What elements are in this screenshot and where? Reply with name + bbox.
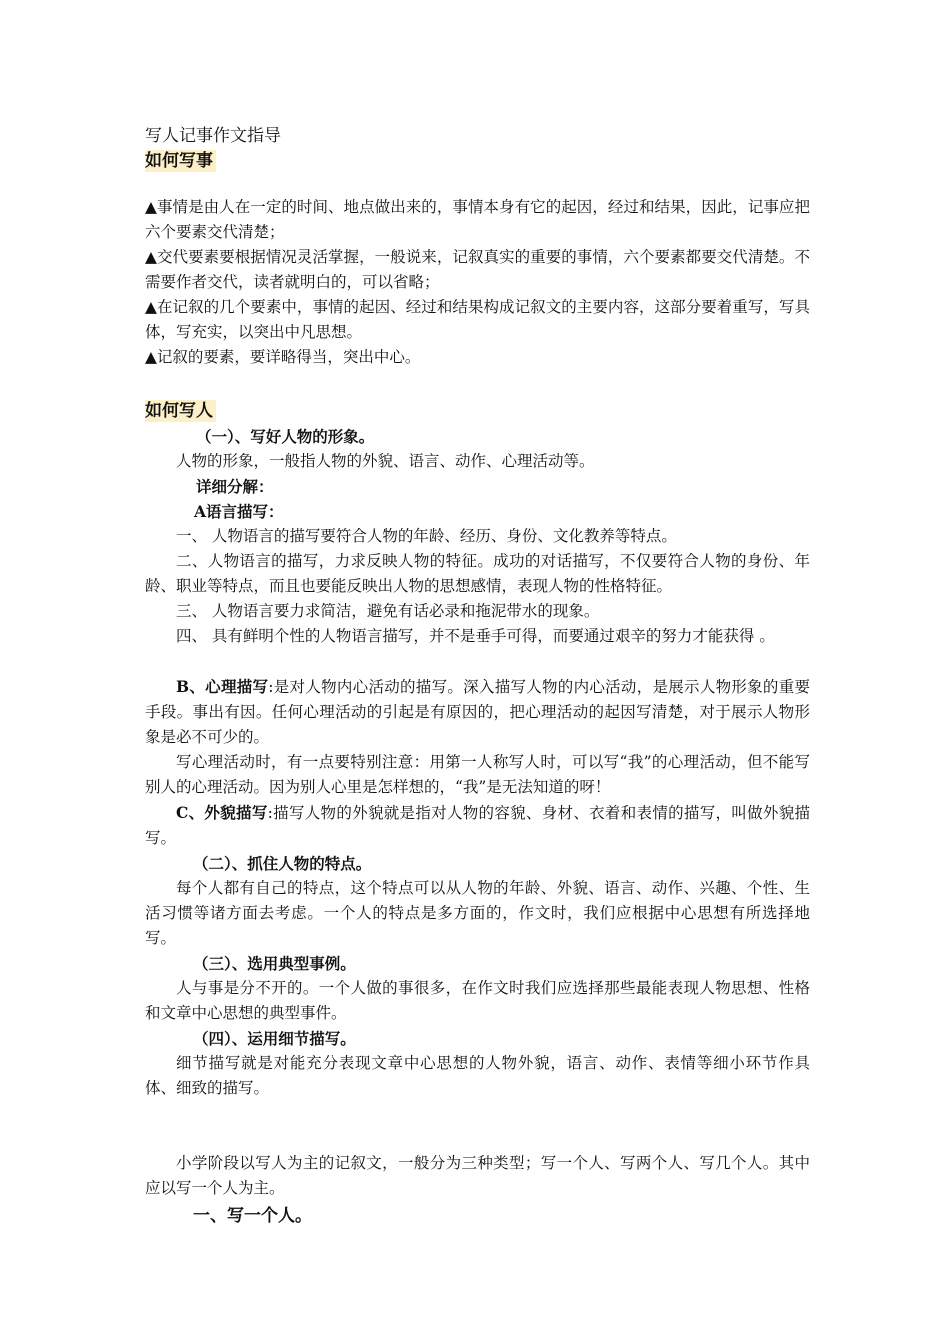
- section-1-intro: 人物的形象，一般指人物的外貌、语言、动作、心理活动等。: [176, 452, 595, 470]
- psychology-paragraph: [145, 674, 810, 750]
- language-description-title: A语言描写：: [194, 502, 284, 521]
- heading-how-to-write-events: 如何写事: [145, 150, 216, 172]
- document-page: [145, 124, 810, 1231]
- section-2-text: 每个人都有自己的特点，这个特点可以从人物的年龄、外貌、语言、动作、兴趣、个性、生活习惯等诸方面去考虑。一个人的特点是多方面的，作文时，我们应根据中心思想有所选择地写。: [145, 879, 810, 947]
- language-item-3: 三、 人物语言要力求简洁，避免有话必录和拖泥带水的现象。: [176, 602, 600, 620]
- event-para-2: ▲交代要素要根据情况灵活掌握，一般说来，记叙真实的重要的事情，六个要素都要交代清楚。不需要作者交代，读者就明白的，可以省略；: [145, 248, 810, 291]
- psychology-text: :是对人物内心活动的描写。深入描写人物的内心活动，是展示人物形象的重要手段。事出有因。任何心理活动的引起是有原因的，把心理活动的起因写清楚，对于展示人物形象是必不可少的。: [145, 678, 810, 746]
- psychology-note: 写心理活动时，有一点要特别注意：用第一人称写人时，可以写“我”的心理活动，但不能写别人的心理活动。因为别人心里是怎样想的，“我”是无法知道的呀！: [145, 753, 810, 796]
- section-3-text: 人与事是分不开的。一个人做的事很多，在作文时我们应选择那些最能表现人物思想、性格和文章中心思想的典型事件。: [145, 979, 810, 1022]
- appearance-label: C、外貌描写: [176, 803, 268, 822]
- appearance-paragraph: [145, 800, 810, 851]
- psychology-label: B、心理描写: [176, 677, 269, 696]
- event-para-1: ▲事情是由人在一定的时间、地点做出来的，事情本身有它的起因，经过和结果，因此，记事应把六个要素交代清楚；: [145, 198, 810, 241]
- section-4-text: 细节描写就是对能充分表现文章中心思想的人物外貌，语言、动作、表情等细小环节作具体、细致的描写。: [145, 1054, 810, 1097]
- language-item-2: 二、人物语言的描写，力求反映人物的特征。成功的对话描写，不仅要符合人物的身份、年龄、职业等特点，而且也要能反映出人物的思想感情，表现人物的性格特征。: [145, 552, 810, 595]
- event-para-3: ▲在记叙的几个要素中，事情的起因、经过和结果构成记叙文的主要内容，这部分要着重写，写具体，写充实，以突出中凡思想。: [145, 298, 810, 341]
- language-item-1: 一、 人物语言的描写要符合人物的年龄、经历、身份、文化教养等特点。: [176, 527, 677, 545]
- appearance-text: :描写人物的外貌就是指对人物的容貌、身材、衣着和表情的描写，叫做外貌描写。: [145, 804, 810, 847]
- heading-write-one-person: 一、写一个人。: [193, 1206, 312, 1226]
- doc-title: 写人记事作文指导: [145, 126, 281, 146]
- heading-how-to-write-people: 如何写人: [145, 400, 216, 422]
- detail-label: 详细分解：: [196, 477, 274, 496]
- language-item-4: 四、 具有鲜明个性的人物语言描写，并不是垂手可得，而要通过艰辛的努力才能获得 。: [176, 627, 775, 645]
- summary-paragraph: 小学阶段以写人为主的记叙文，一般分为三种类型；写一个人、写两个人、写几个人。其中应以写一个人为主。: [145, 1154, 810, 1197]
- section-2-title: （二）、抓住人物的特点。: [193, 854, 372, 873]
- section-1-title: （一）、写好人物的形象。: [196, 427, 375, 446]
- section-3-title: （三）、选用典型事例。: [193, 954, 356, 973]
- event-para-4: ▲记叙的要素，要详略得当，突出中心。: [145, 348, 421, 366]
- section-4-title: （四）、运用细节描写。: [193, 1029, 356, 1048]
